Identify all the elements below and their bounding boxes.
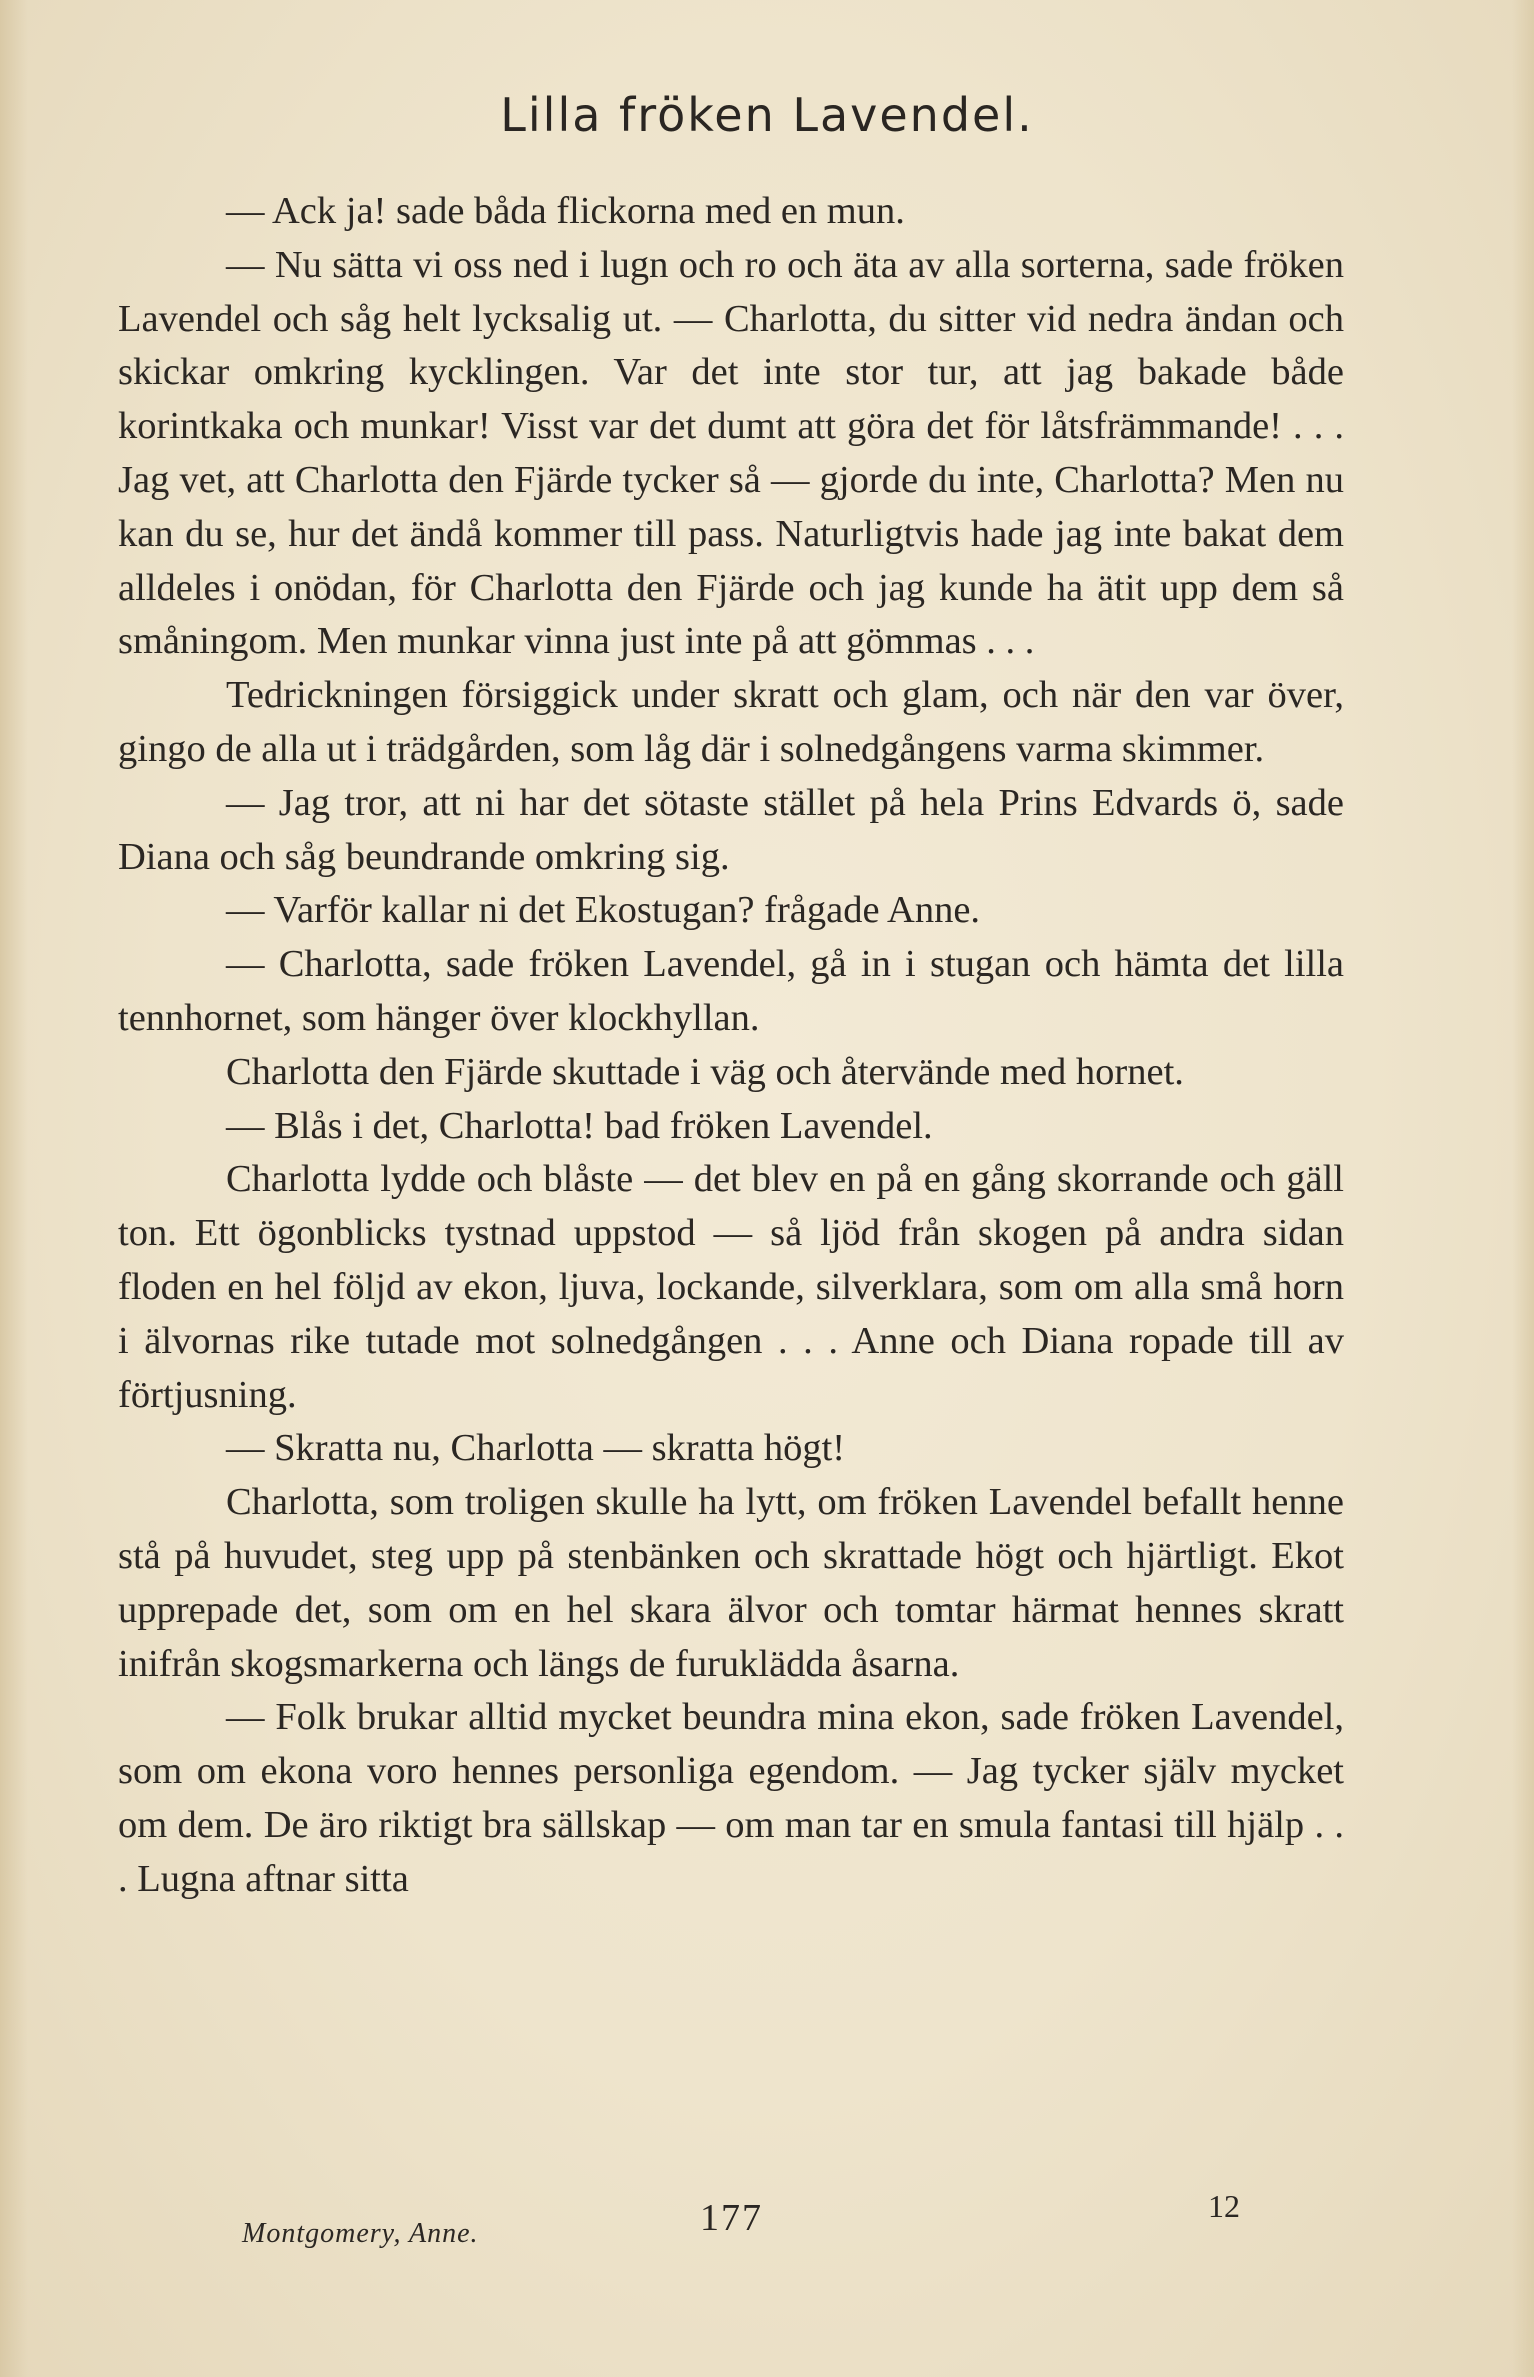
page-edge-shadow-right [1512, 0, 1534, 2377]
paragraph: — Skratta nu, Charlotta — skratta högt! [226, 1427, 846, 1470]
paragraph: Tedrickningen försiggick under skratt och glam, och när den var över, gingo de alla ut i trädgården, som låg där i solnedgångens varma skimmer. [118, 674, 1344, 770]
paragraph: Charlotta den Fjärde skuttade i väg och återvände med hornet. [226, 1050, 1184, 1093]
paragraph: Charlotta, som troligen skulle ha lytt, om fröken Lavendel befallt henne stå på huvudet, steg upp på stenbänken och skrattade högt och hjärtligt. Ekot upprepade det, som om en hel skara älvor och tomtar härmat hennes skratt inifrån skogsmarkerna och längs de furuklädda åsarna. [118, 1481, 1344, 1685]
footer-signature-line: Montgomery, Anne. [242, 2218, 479, 2249]
page-number: 177 [700, 2197, 763, 2239]
paragraph: Charlotta lydde och blåste — det blev en på en gång skorrande och gäll ton. Ett ögonblicks tystnad uppstod — så ljöd från skogen på andra sidan floden en hel följd av ekon, ljuva, lockande, silverklara, som om alla små horn i älvornas rike tutade mot solnedgången . . . Anne och Diana ropade till av förtjusning. [118, 1158, 1344, 1416]
paragraph: — Nu sätta vi oss ned i lugn och ro och äta av alla sorterna, sade fröken Lavendel och såg helt lycksalig ut. — Charlotta, du sitter vid nedra ändan och skickar omkring kycklingen. Var det inte stor tur, att jag bakade både korintkaka och munkar! Visst var det dumt att göra det för låtsfrämmande! . . . Jag vet, att Charlotta den Fjärde tycker så — gjorde du inte, Charlotta? Men nu kan du se, hur det ändå kommer till pass. Naturligtvis hade jag inte bakat dem alldeles i onödan, för Charlotta den Fjärde och jag kunde ha ätit upp dem så småningom. Men munkar vinna just inte på att gömmas . . . [118, 243, 1344, 663]
paragraph: — Varför kallar ni det Ekostugan? frågade Anne. [226, 889, 981, 932]
paragraph: — Charlotta, sade fröken Lavendel, gå in i stugan och hämta det lilla tennhornet, som hänger över klockhyllan. [118, 943, 1344, 1039]
paragraph: — Blås i det, Charlotta! bad fröken Lavendel. [226, 1104, 933, 1147]
signature-mark: 12 [1208, 2188, 1240, 2224]
page-edge-shadow-left [0, 0, 28, 2377]
paragraph: — Folk brukar alltid mycket beundra mina ekon, sade fröken Lavendel, som om ekona voro hennes personliga egendom. — Jag tycker själv mycket om dem. De äro riktigt bra sällskap — om man tar en smula fantasi till hjälp . . . Lugna aftnar sitta [118, 1696, 1344, 1900]
paragraph: — Jag tror, att ni har det sötaste stället på hela Prins Edvards ö, sade Diana och såg beundrande omkring sig. [118, 781, 1344, 878]
running-title: Lilla fröken Lavendel. [500, 88, 1034, 142]
body-text [118, 185, 1344, 1907]
paragraph: — Ack ja! sade båda flickorna med en mun. [226, 190, 905, 232]
